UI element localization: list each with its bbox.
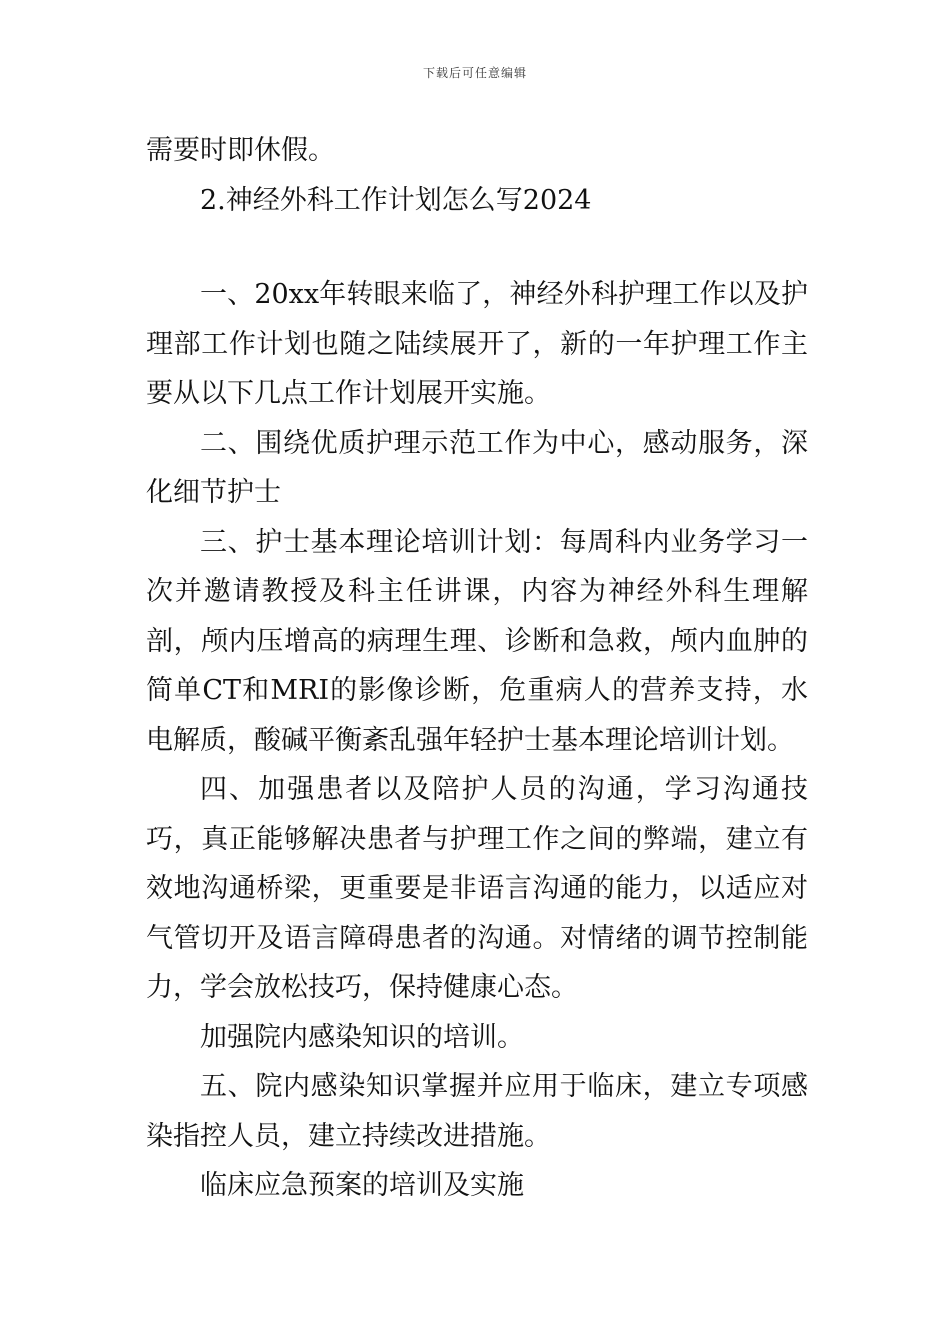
page-header-note: 下载后可任意编辑 <box>422 66 527 80</box>
paragraph-item-4: 四、加强患者以及陪护人员的沟通，学习沟通技巧，真正能够解决患者与护理工作之间的弊端，建立有效地沟通桥梁，更重要是非语言沟通的能力，以适应对气管切开及语言障碍患者的沟通。对情绪的调节控制能力，学会放松技巧，保持健康心态。 <box>146 774 808 1003</box>
paragraph-item-5: 五、院内感染知识掌握并应用于临床，建立专项感染指控人员，建立持续改进措施。 <box>146 1071 808 1152</box>
paragraph-item-1: 一、20xx年转眼来临了，神经外科护理工作以及护理部工作计划也随之陆续展开了，新的一年护理工作主要从以下几点工作计划展开实施。 <box>146 279 808 409</box>
paragraph-item-2: 二、围绕优质护理示范工作为中心，感动服务，深化细节护士 <box>146 427 808 508</box>
paragraph-infection-training: 加强院内感染知识的培训。 <box>200 1021 524 1053</box>
paragraph-emergency-plan: 临床应急预案的培训及实施 <box>200 1170 524 1201</box>
paragraph-item-3: 三、护士基本理论培训计划：每周科内业务学习一次并邀请教授及科主任讲课，内容为神经外科生理解剖，颅内压增高的病理生理、诊断和急救，颅内血肿的简单CT和MRI的影像诊断，危重病人的营养支持，水电解质，酸碱平衡紊乱强年轻护士基本理论培训计划。 <box>146 526 808 756</box>
paragraph-spacer <box>146 225 808 270</box>
document-body <box>146 126 808 1211</box>
paragraph-vacation-end: 需要时即休假。 <box>146 135 335 166</box>
section-heading: 2.神经外科工作计划怎么写2024 <box>200 184 592 216</box>
